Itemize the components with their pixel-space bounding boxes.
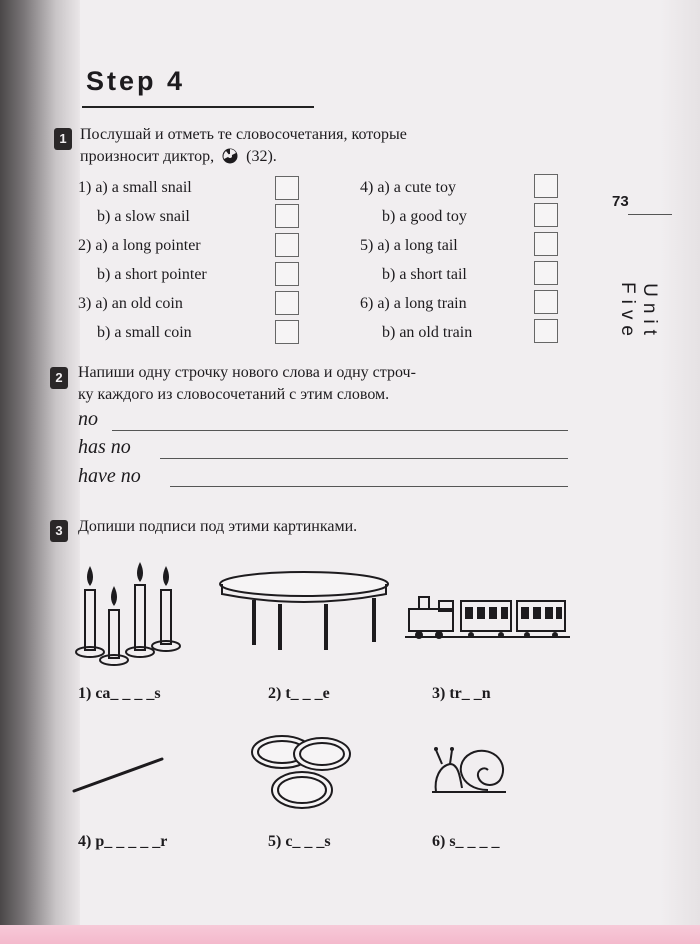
checkbox-5a[interactable]: [534, 232, 558, 256]
caption-6: 6) s_ _ _ _: [432, 833, 500, 850]
candles-icon: [70, 560, 190, 675]
item-4b-label: b) a good toy: [382, 208, 467, 225]
table-icon: [214, 570, 394, 655]
checkbox-2b[interactable]: [275, 262, 299, 286]
page-number-rule: [628, 214, 672, 215]
checkbox-1b[interactable]: [275, 204, 299, 228]
item-5b-label: b) a short tail: [382, 266, 467, 283]
instruction-text: произносит диктор,: [80, 148, 215, 165]
train-icon: [405, 585, 570, 650]
exercise-2-instruction-line1: Напиши одну строчку нового слова и одну строч-: [78, 364, 416, 381]
item-1a-label: 1) a) a small snail: [78, 179, 192, 196]
checkbox-1a[interactable]: [275, 176, 299, 200]
unit-label: Unit Five: [617, 282, 660, 342]
handwritten-word-have-no: have no: [78, 465, 141, 487]
item-6b-label: b) an old train: [382, 324, 473, 341]
pointer-icon: [70, 755, 170, 800]
step-title: Step 4: [86, 66, 186, 96]
item-5a-label: 5) a) a long tail: [360, 237, 458, 254]
exercise-2-instruction-line2: ку каждого из словосочетаний с этим словом.: [78, 386, 390, 403]
caption-5: 5) c_ _ _s: [268, 833, 331, 850]
handwritten-word-has-no: has no: [78, 436, 131, 458]
track-number: (32).: [246, 148, 277, 165]
exercise-1-number: 1: [54, 128, 72, 150]
item-4a-label: 4) a) a cute toy: [360, 179, 456, 196]
checkbox-4b[interactable]: [534, 203, 558, 227]
exercise-3-instruction: Допиши подписи под этими картинками.: [78, 518, 358, 535]
caption-2: 2) t_ _ _e: [268, 685, 330, 702]
exercise-2-number: 2: [50, 367, 68, 389]
audio-disc-icon: [222, 148, 238, 171]
page-number: 73: [612, 193, 629, 210]
item-3a-label: 3) a) an old coin: [78, 295, 183, 312]
page-bottom-edge: [0, 925, 700, 944]
caption-4: 4) p_ _ _ _ _r: [78, 833, 168, 850]
checkbox-5b[interactable]: [534, 261, 558, 285]
checkbox-4a[interactable]: [534, 174, 558, 198]
item-1b-label: b) a slow snail: [97, 208, 190, 225]
coins-icon: [246, 728, 356, 823]
title-underline: [82, 106, 314, 108]
writing-line-3[interactable]: [170, 486, 568, 487]
handwritten-word-no: no: [78, 408, 98, 430]
writing-line-1[interactable]: [112, 430, 568, 431]
item-2b-label: b) a short pointer: [97, 266, 207, 283]
item-6a-label: 6) a) a long train: [360, 295, 467, 312]
exercise-3-number: 3: [50, 520, 68, 542]
writing-line-2[interactable]: [160, 458, 568, 459]
caption-3: 3) tr_ _n: [432, 685, 491, 702]
snail-icon: [428, 730, 518, 805]
page-edge: [660, 0, 700, 944]
exercise-1-instruction-line1: Послушай и отметь те словосочетания, которые: [80, 126, 407, 143]
checkbox-3a[interactable]: [275, 291, 299, 315]
checkbox-6a[interactable]: [534, 290, 558, 314]
checkbox-6b[interactable]: [534, 319, 558, 343]
exercise-1-instruction-line2: [80, 146, 277, 171]
checkbox-3b[interactable]: [275, 320, 299, 344]
checkbox-2a[interactable]: [275, 233, 299, 257]
caption-1: 1) ca_ _ _ _s: [78, 685, 161, 702]
item-2a-label: 2) a) a long pointer: [78, 237, 201, 254]
item-3b-label: b) a small coin: [97, 324, 192, 341]
